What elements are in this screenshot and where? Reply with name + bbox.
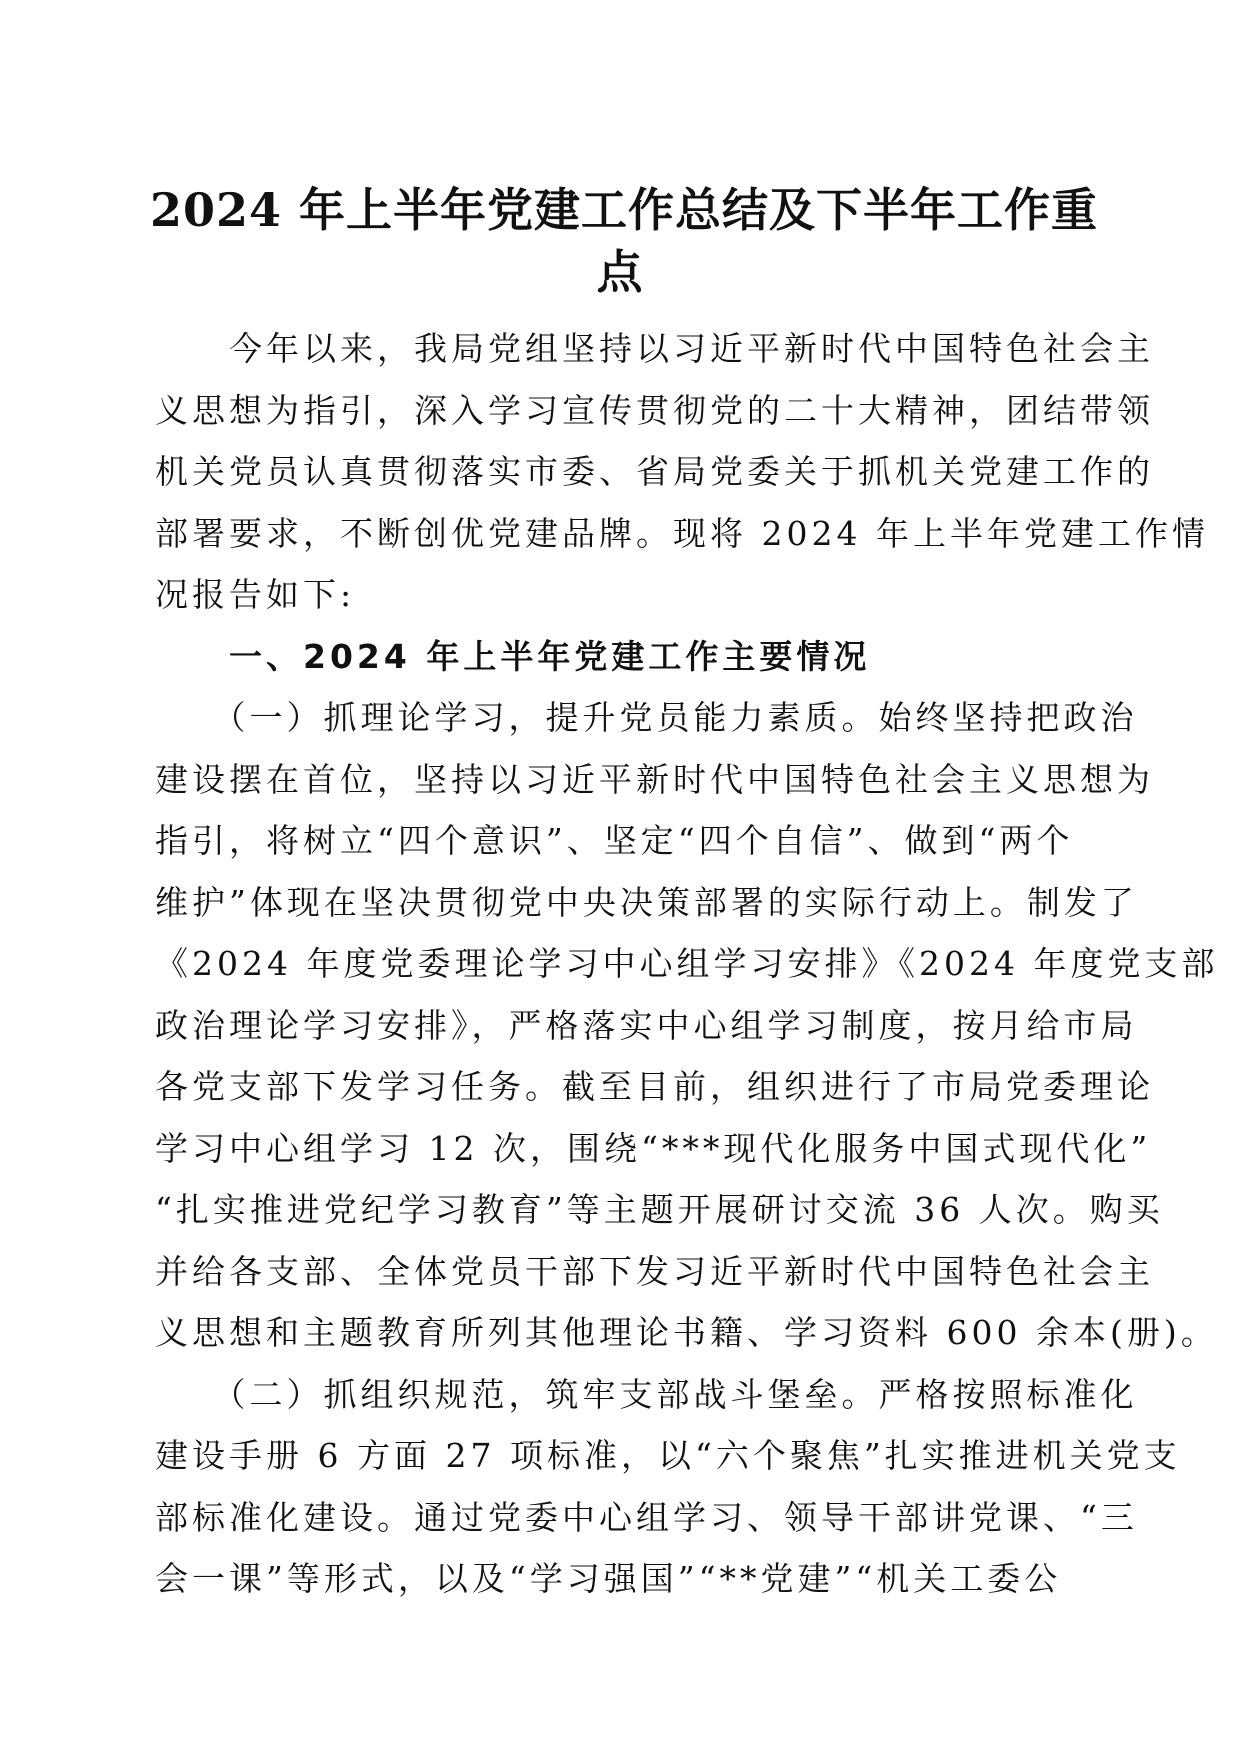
- body-line: 维护”体现在坚决贯彻党中央决策部署的实际行动上。制发了: [155, 882, 1138, 922]
- section-heading: 一、2024 年上半年党建工作主要情况: [155, 636, 871, 676]
- body-line: 今年以来，我局党组坚持以习近平新时代中国特色社会主: [155, 329, 1154, 368]
- body-line: 政治理论学习安排》，严格落实中心组学习制度，按月给市局: [155, 1005, 1138, 1045]
- body-line: 机关党员认真贯彻落实市委、省局党委关于抓机关党建工作的: [155, 452, 1154, 491]
- document-title: [150, 176, 1099, 299]
- body-line: 学习中心组学习 12 次，围绕“***现代化服务中国式现代化”: [155, 1128, 1152, 1168]
- body-line: “扎实推进党纪学习教育”等主题开展研讨交流 36 人次。购买: [155, 1190, 1164, 1229]
- body-line: 况报告如下:: [155, 575, 356, 614]
- body-line: 各党支部下发学习任务。截至目前，组织进行了市局党委理论: [155, 1067, 1154, 1106]
- body-line: 部署要求，不断创优党建品牌。现将 2024 年上半年党建工作情: [155, 513, 1209, 553]
- title-line: 点: [596, 244, 644, 299]
- body-line: 会一课”等形式，以及“学习强国”“**党建”“机关工委公: [155, 1559, 1062, 1598]
- body-line: 并给各支部、全体党员干部下发习近平新时代中国特色社会主: [155, 1251, 1154, 1291]
- body-line: 指引，将树立“四个意识”、坚定“四个自信”、做到“两个: [155, 821, 1074, 860]
- title-line: 2024 年上半年党建工作总结及下半年工作重: [150, 183, 1099, 237]
- body-line: 部标准化建设。通过党委中心组学习、领导干部讲党课、“三: [155, 1497, 1138, 1537]
- body-line: 建设手册 6 方面 27 项标准，以“六个聚焦”扎实推进机关党支: [155, 1436, 1181, 1475]
- body-line: 建设摆在首位，坚持以习近平新时代中国特色社会主义思想为: [155, 759, 1154, 799]
- document-body: [155, 318, 1219, 1610]
- body-line: 《2024 年度党委理论学习中心组学习安排》《2024 年度党支部: [155, 944, 1219, 983]
- body-line: （二）抓组织规范，筑牢支部战斗堡垒。严格按照标准化: [155, 1374, 1138, 1414]
- body-line: 义思想为指引，深入学习宣传贯彻党的二十大精神，团结带领: [155, 390, 1154, 430]
- body-line: （一）抓理论学习，提升党员能力素质。始终坚持把政治: [155, 698, 1138, 737]
- body-line: 义思想和主题教育所列其他理论书籍、学习资料 600 余本(册)。: [155, 1313, 1218, 1352]
